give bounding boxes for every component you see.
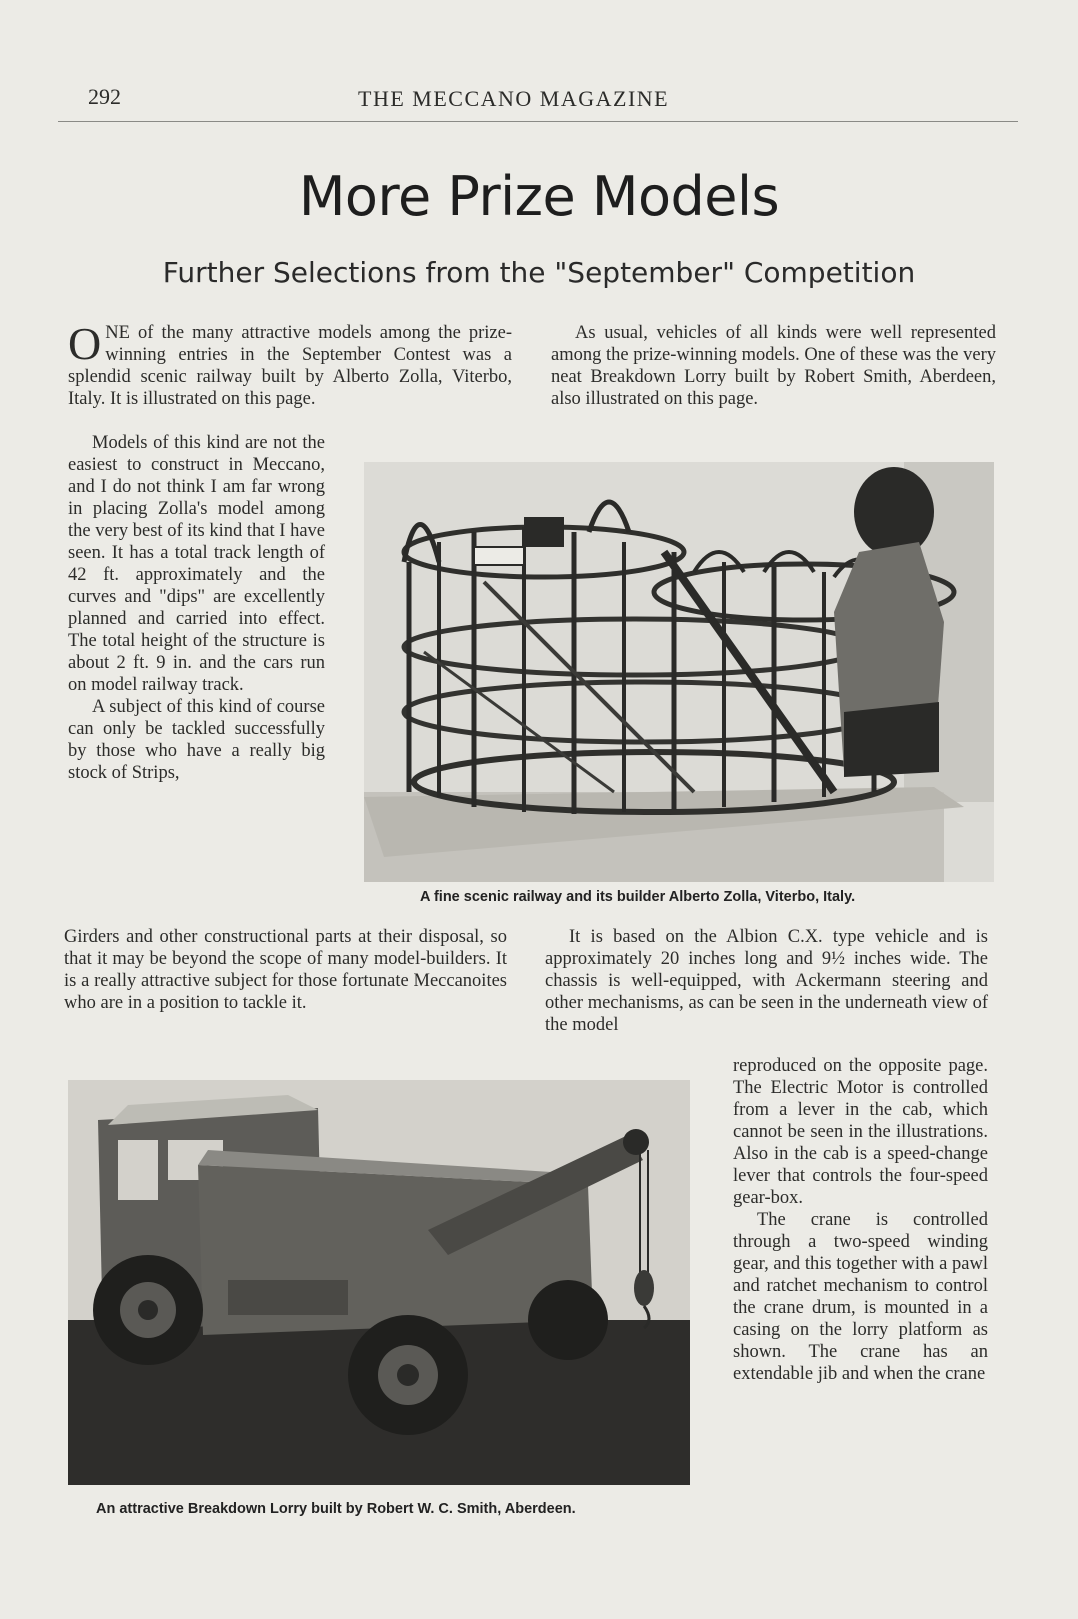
- drop-cap: O: [68, 318, 102, 369]
- lorry-caption: An attractive Breakdown Lorry built by Robert W. C. Smith, Aberdeen.: [96, 1501, 576, 1517]
- header-rule: [58, 121, 1018, 122]
- page-number: 292: [88, 84, 121, 109]
- subject-end-text: Girders and other constructional parts at their disposal, so that it may be beyond the scope of many model-builders. It is a really attractive subject for those fortunate Meccanoites who are in a position to tackle it.: [64, 927, 507, 1013]
- narrow-column-left: [68, 432, 325, 784]
- albion-paragraph-start: [545, 926, 988, 1036]
- page-header: [88, 84, 1020, 124]
- intro-text: NE of the many attractive models among the prize-winning entries in the September Contest was a splendid scenic railway built by Alberto Zolla, Viterbo, Italy. It is illustrated on this page.: [68, 323, 512, 409]
- scenic-railway-illustration: [364, 462, 994, 882]
- breakdown-lorry-illustration: [68, 1080, 690, 1485]
- railway-caption: A fine scenic railway and its builder Alberto Zolla, Viterbo, Italy.: [420, 889, 856, 905]
- albion-end-text: reproduced on the opposite page. The Electric Motor is controlled from a lever in the cab, which cannot be seen in the illustrations. Also in the cab is a speed-change lever that controls the four-speed gear-box.: [733, 1056, 988, 1208]
- crane-paragraph: The crane is controlled through a two-speed winding gear, and this together with a pawl and ratchet mechanism to control the crane drum, is mounted in a casing on the lorry platform as shown. The crane has an extendable jib and when the crane: [733, 1210, 988, 1384]
- scenic-railway-photo: [364, 462, 994, 882]
- article-title: More Prize Models: [298, 165, 780, 228]
- narrow-column-right: [733, 1055, 988, 1385]
- vehicles-paragraph: [551, 322, 996, 410]
- albion-start-text: It is based on the Albion C.X. type vehicle and is approximately 20 inches long and 9½ inches wide. The chassis is well-equipped, with Ackermann steering and other mechanisms, as can be seen in the underneath view of the model: [545, 927, 988, 1035]
- subject-paragraph-end: [64, 926, 507, 1014]
- intro-paragraph: [68, 318, 512, 410]
- running-head: THE MECCANO MAGAZINE: [358, 86, 670, 111]
- models-paragraph: Models of this kind are not the easiest to construct in Meccano, and I do not think I am far wrong in placing Zolla's model among the very best of its kind that I have seen. It has a total track length of 42 ft. approximately and the curves and "dips" are excellently planned and carried into effect. The total height of the structure is about 2 ft. 9 in. and the cars run on model railway track.: [68, 433, 325, 695]
- vehicles-text: As usual, vehicles of all kinds were well represented among the prize-winning models. One of these was the very neat Breakdown Lorry built by Robert Smith, Aberdeen, also illustrated on this page.: [551, 323, 996, 409]
- article-subtitle: Further Selections from the "September" Competition: [162, 256, 916, 289]
- breakdown-lorry-photo: [68, 1080, 690, 1485]
- subject-paragraph-start: A subject of this kind of course can only be tackled successfully by those who have a really big stock of Strips,: [68, 697, 325, 783]
